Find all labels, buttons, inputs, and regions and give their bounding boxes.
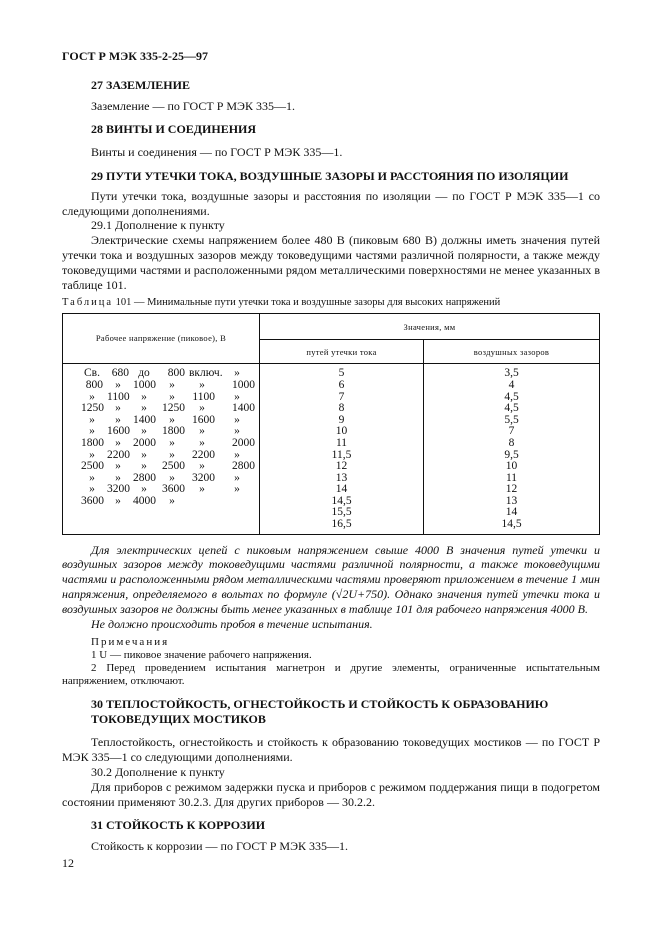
voltage-cell: 2000 <box>232 436 255 449</box>
voltage-cell: » <box>89 448 95 461</box>
section-29-text2: Электрические схемы напряжением более 480 В (пиковым 680 В) должны иметь значения путей утечки тока и воздушных зазоров между токоведущими частями различной полярности, а также между токоведущими частями и расположенными рядом металлическими поверхностями не менее указанных в таблице 101. <box>62 233 600 292</box>
voltage-cell: » <box>169 413 175 426</box>
voltage-cell: 1100 <box>192 390 215 403</box>
voltage-cell: » <box>115 460 121 473</box>
voltage-cell: » <box>199 425 205 438</box>
voltage-cell: » <box>169 448 175 461</box>
value-cell: 15,5 <box>331 506 352 519</box>
value-cell: 12 <box>505 483 518 496</box>
voltage-cell: 2800 <box>133 471 156 484</box>
voltage-cell: 2500 <box>81 460 104 473</box>
value-cell: 7 <box>508 425 515 438</box>
value-cell: 4 <box>508 378 515 391</box>
voltage-cell: » <box>234 448 240 461</box>
section-27-text: Заземление — по ГОСТ Р МЭК 335—1. <box>91 98 295 113</box>
value-cell: 7 <box>338 390 345 403</box>
voltage-cell: » <box>234 471 240 484</box>
voltage-cell: 1000 <box>232 378 255 391</box>
voltage-cell: 800 <box>85 378 103 391</box>
voltage-cell: 1000 <box>133 378 156 391</box>
voltage-cell: 3600 <box>162 483 185 496</box>
value-cell: 13 <box>505 494 518 507</box>
voltage-cell: » <box>169 471 175 484</box>
creepage-column <box>260 364 424 534</box>
section-31-title: 31 СТОЙКОСТЬ К КОРРОЗИИ <box>91 818 266 833</box>
col-clearance-header: воздушных зазоров <box>424 340 600 364</box>
voltage-cell: 1250 <box>81 402 104 415</box>
voltage-cell: » <box>141 425 147 438</box>
value-cell: 6 <box>338 378 345 391</box>
section-30-text: Теплостойкость, огнестойкость и стойкость к образованию токоведущих мостиков — по ГОСТ Р МЭК 335—1 со следующими дополнениями. <box>62 735 600 765</box>
italic-paragraph-2: Не должно происходить пробоя в течение испытания. <box>91 616 373 631</box>
value-cell: 4,5 <box>504 402 519 415</box>
value-cell: 4,5 <box>504 390 519 403</box>
page-number: 12 <box>62 856 74 871</box>
voltage-cell: 1800 <box>162 425 185 438</box>
voltage-cell: » <box>234 413 240 426</box>
voltage-cell: » <box>115 402 121 415</box>
voltage-cell: » <box>169 494 175 507</box>
note-2: 2 Перед проведением испытания магнетрон и другие элементы, ограниченные испытательным напряжением, отключают. <box>62 662 600 688</box>
value-cell: 11 <box>505 471 518 484</box>
voltage-cell: » <box>115 436 121 449</box>
voltage-cell: » <box>199 378 205 391</box>
voltage-cell: 1400 <box>232 402 255 415</box>
voltage-cell: 680 <box>111 367 129 380</box>
section-29-body <box>62 189 600 293</box>
voltage-cell: 2500 <box>162 460 185 473</box>
voltage-cell: 2800 <box>232 460 255 473</box>
value-cell: 11,5 <box>331 448 352 461</box>
section-30-sub: 30.2 Дополнение к пункту <box>91 765 225 780</box>
section-30-text2: Для приборов с режимом задержки пуска и приборов с режимом поддержания пищи в подогретом состоянии применяют 30.2.3. Для других приборов — 30.2.2. <box>62 779 600 809</box>
section-28-title: 28 ВИНТЫ И СОЕДИНЕНИЯ <box>91 122 257 137</box>
voltage-cell: 2200 <box>107 448 130 461</box>
voltage-cell: 1250 <box>162 402 185 415</box>
voltage-cell: » <box>141 402 147 415</box>
section-31-text: Стойкость к коррозии — по ГОСТ Р МЭК 335—1. <box>91 839 349 854</box>
voltage-cell: Св. <box>84 367 100 380</box>
voltage-cell: » <box>115 471 121 484</box>
voltage-cell: » <box>115 494 121 507</box>
col-voltage-header: Рабочее напряжение (пиковое), В <box>63 314 260 364</box>
voltage-cell: 2000 <box>133 436 156 449</box>
value-cell: 10 <box>505 460 518 473</box>
voltage-cell: » <box>199 483 205 496</box>
voltage-cell: » <box>115 413 121 426</box>
voltage-cell: » <box>169 378 175 391</box>
voltage-cell: 1400 <box>133 413 156 426</box>
voltage-cell: 3200 <box>192 471 215 484</box>
section-30-body <box>62 735 600 809</box>
value-cell: 13 <box>335 471 348 484</box>
clearance-column <box>424 364 600 534</box>
voltage-cell: » <box>169 390 175 403</box>
section-28-text: Винты и соединения — по ГОСТ Р МЭК 335—1. <box>91 145 343 160</box>
voltage-cell: 1600 <box>192 413 215 426</box>
voltage-cell: 1600 <box>107 425 130 438</box>
voltage-cell: 3600 <box>81 494 104 507</box>
section-29-text: Пути утечки тока, воздушные зазоры и расстояния по изоляции — по ГОСТ Р МЭК 335—1 со следующими дополнениями. <box>62 188 600 218</box>
voltage-cell: » <box>169 436 175 449</box>
voltage-cell: 800 <box>167 367 185 380</box>
caption-text: 101 — Минимальные пути утечки тока и воздушные зазоры для высоких напряжений <box>115 297 501 309</box>
voltage-cell: » <box>141 448 147 461</box>
value-cell: 14 <box>335 483 348 496</box>
value-cell: 8 <box>508 436 515 449</box>
value-cell: 3,5 <box>504 367 519 380</box>
voltage-cell: » <box>234 425 240 438</box>
voltage-cell: » <box>89 413 95 426</box>
section-29-title: 29 ПУТИ УТЕЧКИ ТОКА, ВОЗДУШНЫЕ ЗАЗОРЫ И РАССТОЯНИЯ ПО ИЗОЛЯЦИИ <box>91 168 569 183</box>
page-header: ГОСТ Р МЭК 335-2-25—97 <box>62 49 208 63</box>
value-cell: 5,5 <box>504 413 519 426</box>
voltage-cell: 3200 <box>107 483 130 496</box>
col-creepage-header: путей утечки тока <box>260 340 424 364</box>
value-cell: 11 <box>335 436 348 449</box>
section-29-sub: 29.1 Дополнение к пункту <box>91 218 225 233</box>
section-27-title: 27 ЗАЗЕМЛЕНИЕ <box>91 77 190 92</box>
section-30-title: 30 ТЕПЛОСТОЙКОСТЬ, ОГНЕСТОЙКОСТЬ И СТОЙКОСТЬ К ОБРАЗОВАНИЮ ТОКОВЕДУЩИХ МОСТИКОВ <box>91 697 549 727</box>
value-cell: 5 <box>338 367 345 380</box>
notes <box>62 636 600 688</box>
caption-prefix: Таблица <box>62 297 114 309</box>
voltage-cell: » <box>199 402 205 415</box>
voltage-cell: » <box>89 390 95 403</box>
voltage-cell: » <box>234 390 240 403</box>
table-101 <box>62 313 600 534</box>
note-1: 1 U — пиковое значение рабочего напряжения. <box>91 649 312 662</box>
notes-title: Примечания <box>91 636 170 649</box>
value-cell: 16,5 <box>331 518 352 531</box>
voltage-cell: » <box>89 483 95 496</box>
voltage-cell: » <box>199 460 205 473</box>
value-cell: 10 <box>335 425 348 438</box>
value-cell: 9 <box>338 413 345 426</box>
voltage-cell: » <box>234 483 240 496</box>
voltage-column <box>63 364 260 534</box>
value-cell: 9,5 <box>504 448 519 461</box>
value-cell: 14,5 <box>501 518 522 531</box>
voltage-cell: » <box>199 436 205 449</box>
voltage-cell: включ. <box>189 367 223 380</box>
voltage-cell: 1100 <box>107 390 130 403</box>
voltage-cell: 4000 <box>133 494 156 507</box>
value-cell: 12 <box>335 460 348 473</box>
voltage-cell: » <box>89 425 95 438</box>
voltage-cell: » <box>234 367 240 380</box>
voltage-cell: » <box>115 378 121 391</box>
voltage-cell: » <box>141 483 147 496</box>
value-cell: 14 <box>505 506 518 519</box>
value-cell: 14,5 <box>331 494 352 507</box>
voltage-cell: » <box>141 460 147 473</box>
voltage-cell: 2200 <box>192 448 215 461</box>
col-group-header: Значения, мм <box>260 314 600 340</box>
italic-body <box>62 543 600 632</box>
value-cell: 8 <box>338 402 345 415</box>
voltage-cell: 1800 <box>81 436 104 449</box>
voltage-cell: до <box>138 367 150 380</box>
italic-paragraph-1: Для электрических цепей с пиковым напряжением свыше 4000 В значения путей утечки и воздушных зазоров между токоведущими частями различной полярности, а также токоведущими частями и расположенными рядом металлическими частями проверяют приложением в течение 1 мин напряжения, определяемого в вольтах по формуле (√2U+750). Однако значения путей утечки тока и воздушных зазоров не должны быть менее указанных в таблице 101 для рабочего напряжения 4000 В. <box>62 542 600 616</box>
voltage-cell: » <box>141 390 147 403</box>
table-caption <box>62 296 600 309</box>
voltage-cell: » <box>89 471 95 484</box>
